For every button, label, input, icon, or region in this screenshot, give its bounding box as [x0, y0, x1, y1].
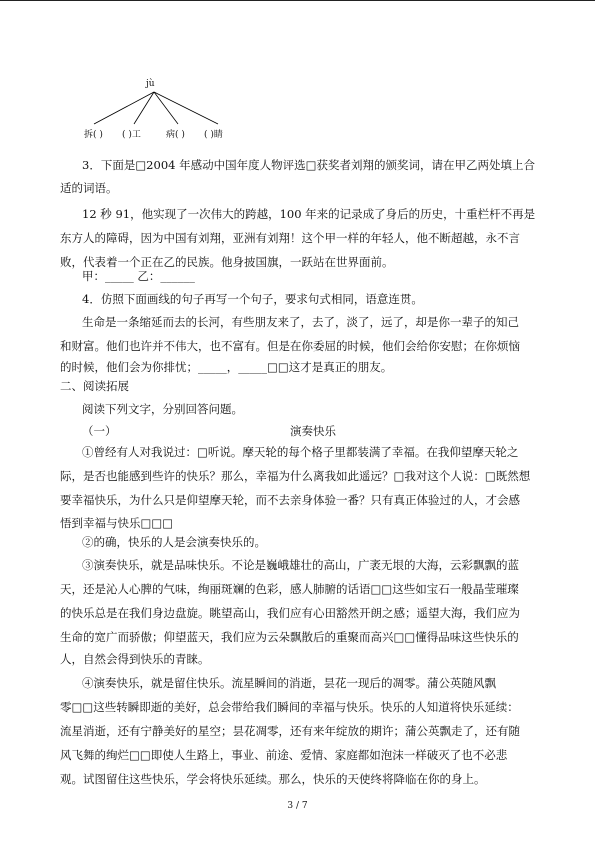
diagram-branch-2: ( )工 — [122, 130, 141, 140]
paragraph-1-line-2: 际，是否也能感到些许的快乐？那么，幸福为什么离我如此遥远？□我对这个人说：□既然想 — [60, 469, 531, 483]
paragraph-3-line-3: 的快乐总是在我们身边盘旋。眺望高山，我们应有心田豁然开朗之感；遥望大海，我们应为 — [60, 606, 520, 620]
paragraph-4-line-5: 观。试图留住这些快乐，学会将快乐延续。那么，快乐的天使终将降临在你的身上。 — [60, 772, 486, 786]
diagram-branch-3: 病( ) — [166, 130, 185, 140]
award-text-line-2: 东方人的障碍，因为中国有刘翔，亚洲有刘翔！这个甲一样的年轻人，他不断超越，永不言 — [60, 231, 520, 245]
passage-title: 演奏快乐 — [290, 424, 336, 438]
paragraph-2-line-1: ②的确，快乐的人是会演奏快乐的。 — [82, 535, 266, 549]
pinyin-branch-diagram — [82, 78, 242, 144]
question-3-line-2: 适的词语。 — [60, 181, 118, 195]
page-number: 3 / 7 — [287, 801, 308, 811]
life-text-line-3: 的时候，他们会为你排忧；_____，_____□□这才是真正的朋友。 — [60, 360, 393, 374]
paragraph-1-line-1: ①曾经有人对我说过：□听说。摩天轮的每个格子里都装满了幸福。在我仰望摩天轮之 — [82, 445, 519, 459]
section-2-heading: 二、阅读拓展 — [60, 379, 129, 393]
question-3-line-1: 3．下面是□2004 年感动中国年度人物评选□获奖者刘翔的颁奖词，请在甲乙两处填上合 — [82, 158, 535, 172]
diagram-branch-1: 拆( ) — [84, 130, 103, 140]
diagram-branch-4: ( )睛 — [204, 130, 223, 140]
answer-blanks-jia-yi: 甲：_____ 乙：______ — [82, 269, 195, 283]
paragraph-4-line-2: 零□□这些转瞬即逝的美好，总会带给我们瞬间的幸福与快乐。快乐的人知道将快乐延续： — [60, 700, 519, 714]
life-text-line-1: 生命是一条缩延而去的长河，有些朋友来了，去了，淡了，远了，却是你一辈子的知己 — [82, 315, 519, 329]
paragraph-3-line-5: 人，自然会得到快乐的青睐。 — [60, 652, 210, 666]
paragraph-4-line-1: ④演奏快乐，就是留住快乐。流星瞬间的消逝，昙花一现后的凋零。蒲公英随风飘 — [82, 676, 496, 690]
paragraph-1-line-3: 要幸福快乐，为什么只是仰望摩天轮，而不去亲身体验一番？只有真正体验过的人，才会感 — [60, 493, 520, 507]
paragraph-3-line-4: 生命的宽广而骄傲；仰望蓝天，我们应为云朵飘散后的重聚而高兴□□懂得品味这些快乐的 — [60, 630, 519, 644]
part-1-label: （一） — [82, 424, 117, 438]
life-text-line-2: 和财富。他们也许并不伟大，也不富有。但是在你委屈的时候，他们会给你安慰；在你烦恼 — [60, 339, 520, 353]
paragraph-4-line-3: 流星消逝，还有宁静美好的星空；昙花凋零，还有来年绽放的期许；蒲公英飘走了，还有随 — [60, 724, 520, 738]
award-text-line-1: 12 秒 91，他实现了一次伟大的跨越，100 年来的记录成了身后的历史，十重栏杆不再是 — [82, 207, 536, 221]
reading-instruction: 阅读下列文字，分别回答问题。 — [82, 402, 243, 416]
paragraph-1-line-4: 悟到幸福与快乐□□□ — [60, 516, 174, 530]
paragraph-3-line-2: 天，还是沁人心脾的气味，绚丽斑斓的色彩，感人肺腑的话语□□这些如宝石一般晶莹璀璨 — [60, 582, 519, 596]
question-4-line: 4．仿照下面画线的句子再写一个句子，要求句式相同，语意连贯。 — [82, 292, 423, 306]
paragraph-3-line-1: ③演奏快乐，就是品味快乐。不论是巍峨雄壮的高山，广袤无垠的大海，云彩飘飘的蓝 — [82, 558, 519, 572]
paragraph-4-line-4: 风飞舞的绚烂□□即使人生路上，事业、前途、爱情、家庭都如泡沫一样破灭了也不必悲 — [60, 748, 508, 762]
top-rule — [0, 0, 595, 1]
award-text-line-3: 败，代表着一个正在乙的民族。他身披国旗，一跃站在世界面前。 — [60, 255, 394, 269]
diagram-root: jù — [146, 79, 155, 89]
